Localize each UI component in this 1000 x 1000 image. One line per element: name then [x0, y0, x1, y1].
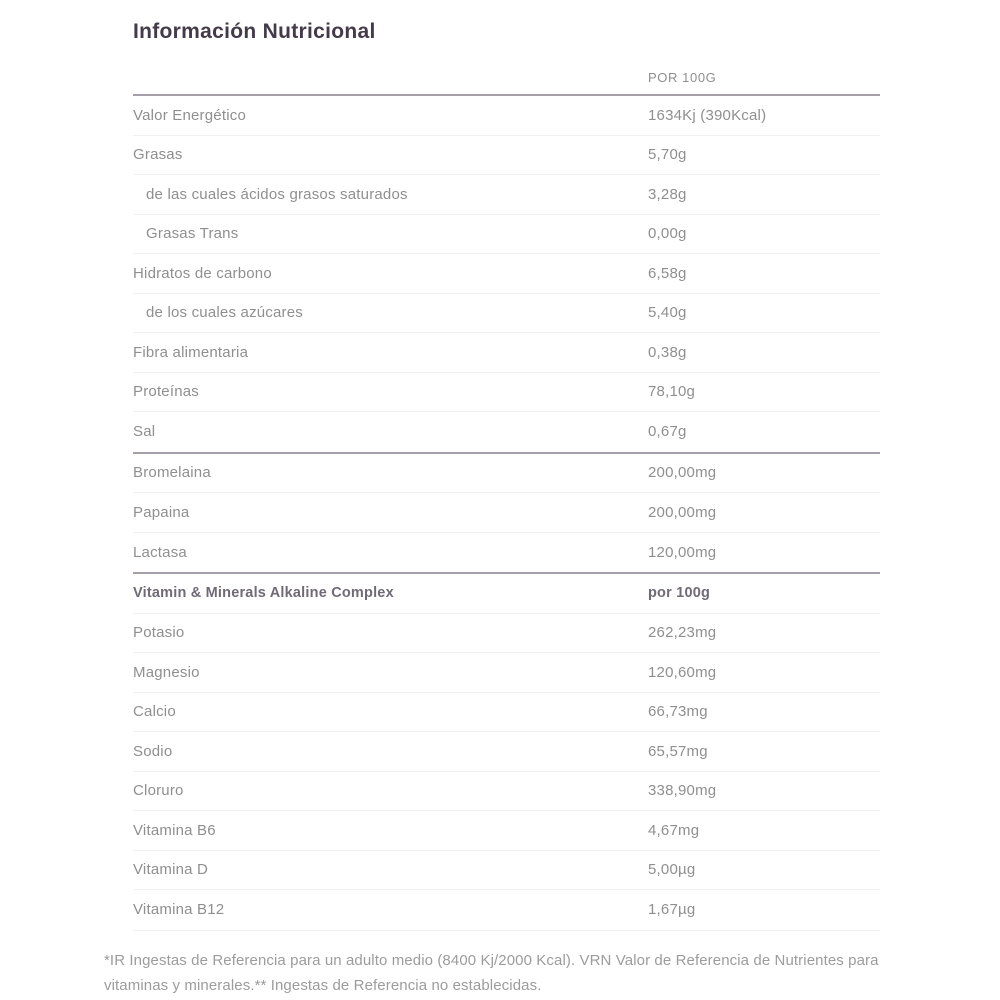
row-label: Lactasa	[133, 543, 187, 561]
row-label: Potasio	[133, 624, 185, 642]
table-row	[133, 254, 880, 294]
row-value: 66,73mg	[648, 703, 708, 721]
row-value: 120,60mg	[648, 663, 717, 681]
row-label: Calcio	[133, 703, 176, 721]
row-label: Proteínas	[133, 383, 200, 401]
row-value: 3,28g	[648, 185, 687, 203]
row-value: 78,10g	[648, 383, 696, 401]
row-value: 262,23mg	[648, 624, 717, 642]
table-section	[133, 96, 880, 454]
row-value: 6,58g	[648, 264, 687, 282]
table-row	[133, 333, 880, 373]
row-label: Vitamina B12	[133, 901, 225, 919]
table-row	[133, 294, 880, 334]
row-label: Grasas Trans	[146, 225, 239, 243]
table-row	[133, 454, 880, 494]
table-row	[133, 653, 880, 693]
row-label: de las cuales ácidos grasos saturados	[146, 185, 408, 203]
row-label: de los cuales azúcares	[146, 304, 303, 322]
row-label: Vitamina B6	[133, 821, 216, 839]
section-header-row	[133, 574, 880, 614]
row-value: 0,00g	[648, 225, 687, 243]
row-value: 5,70g	[648, 146, 687, 164]
row-value: 0,67g	[648, 423, 687, 441]
table-row	[133, 96, 880, 136]
table-row	[133, 772, 880, 812]
row-label: Bromelaina	[133, 464, 211, 482]
table-row	[133, 732, 880, 772]
table-row	[133, 373, 880, 413]
row-value: 5,40g	[648, 304, 687, 322]
table-row	[133, 136, 880, 176]
nutrition-table-body	[133, 96, 880, 931]
table-row	[133, 851, 880, 891]
row-value: 200,00mg	[648, 464, 717, 482]
table-section	[133, 574, 880, 931]
table-row	[133, 175, 880, 215]
row-label: Valor Energético	[133, 106, 246, 124]
table-row	[133, 493, 880, 533]
footnote-text: *IR Ingestas de Referencia para un adulto medio (8400 Kj/2000 Kcal). VRN Valor de Referencia de Nutrientes para vitaminas y minerales.** Ingestas de Referencia no establecidas.	[104, 951, 879, 994]
column-header-per-100g: POR 100G	[648, 70, 717, 85]
row-label: Sodio	[133, 742, 173, 760]
row-value: por 100g	[648, 585, 711, 602]
row-label: Fibra alimentaria	[133, 343, 249, 361]
row-value: 1634Kj (390Kcal)	[648, 106, 767, 124]
page-title: Información Nutricional	[133, 20, 376, 43]
row-value: 5,00µg	[648, 861, 696, 879]
row-label: Papaina	[133, 503, 190, 521]
row-value: 4,67mg	[648, 821, 700, 839]
table-row	[133, 693, 880, 733]
table-row	[133, 811, 880, 851]
table-row	[133, 215, 880, 255]
table-header-row	[133, 45, 880, 96]
table-row	[133, 614, 880, 654]
row-value: 1,67µg	[648, 901, 696, 919]
row-value: 120,00mg	[648, 543, 717, 561]
row-label: Grasas	[133, 146, 183, 164]
nutrition-table	[133, 45, 880, 931]
row-value: 0,38g	[648, 343, 687, 361]
row-label: Sal	[133, 423, 156, 441]
row-label: Vitamin & Minerals Alkaline Complex	[133, 585, 394, 602]
row-value: 65,57mg	[648, 742, 708, 760]
table-section	[133, 454, 880, 575]
row-label: Cloruro	[133, 782, 184, 800]
row-label: Magnesio	[133, 663, 200, 681]
table-row	[133, 533, 880, 573]
row-value: 338,90mg	[648, 782, 717, 800]
row-value: 200,00mg	[648, 503, 717, 521]
table-row	[133, 890, 880, 930]
table-row	[133, 412, 880, 452]
row-label: Hidratos de carbono	[133, 264, 272, 282]
row-label: Vitamina D	[133, 861, 209, 879]
